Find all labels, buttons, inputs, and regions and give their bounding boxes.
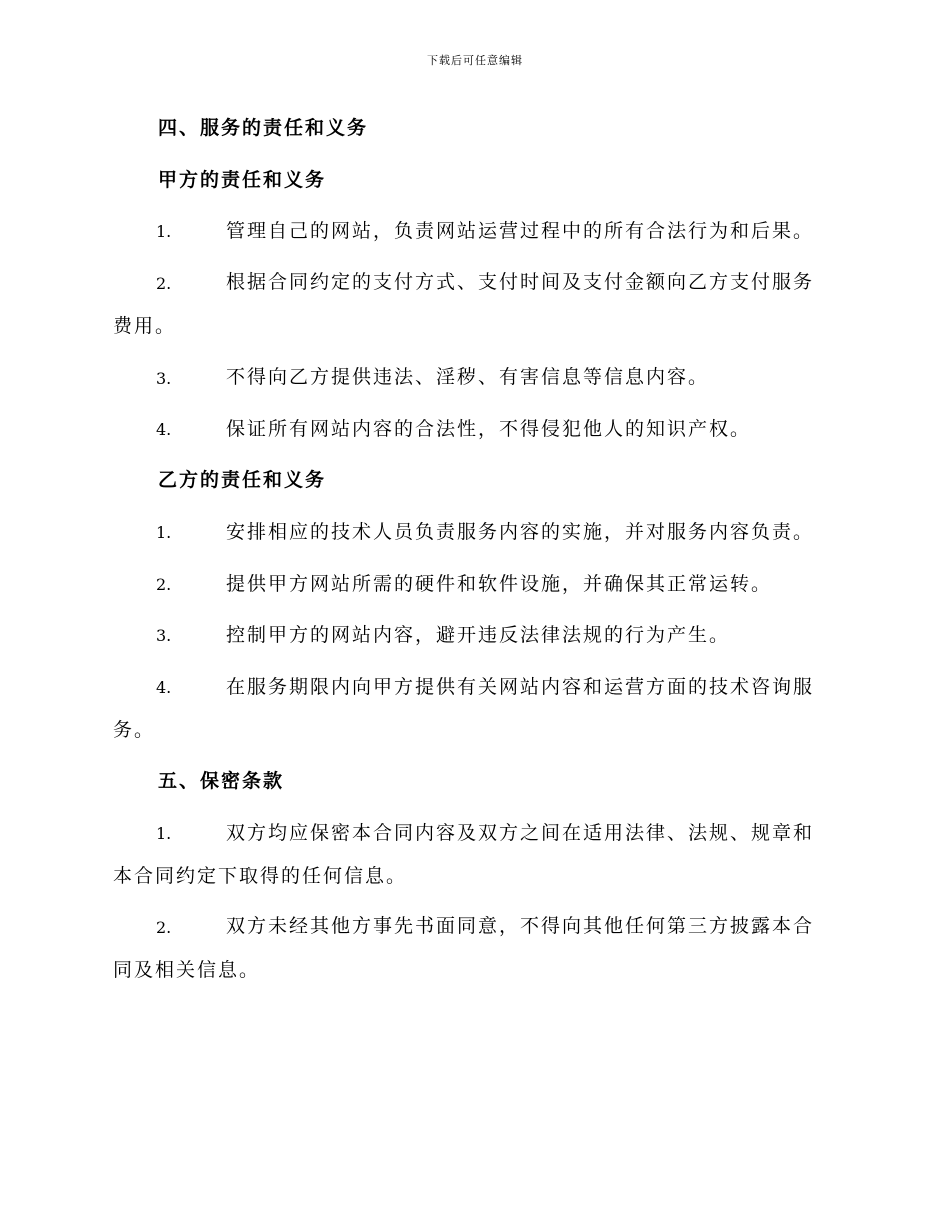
section-5-item-2-continuation: 同及相关信息。	[113, 959, 261, 981]
party-a-item-2-continuation: 费用。	[113, 315, 177, 337]
section-5-item-1-number: 1.	[156, 824, 172, 843]
section-5-title: 五、保密条款	[158, 770, 285, 792]
party-a-item-3-number: 3.	[156, 369, 172, 388]
section-5-item-2-text: 双方未经其他方事先书面同意，不得向其他任何第三方披露本合	[226, 915, 815, 937]
party-b-item-1-number: 1.	[156, 523, 172, 542]
page-header: 下载后可任意编辑	[427, 54, 523, 67]
party-a-item-1-number: 1.	[156, 222, 172, 241]
party-b-item-3-number: 3.	[156, 626, 172, 645]
party-b-item-4-continuation: 务。	[113, 719, 156, 741]
party-b-item-4-text: 在服务期限内向甲方提供有关网站内容和运营方面的技术咨询服	[226, 676, 815, 698]
party-b-title: 乙方的责任和义务	[158, 469, 327, 491]
party-a-title: 甲方的责任和义务	[158, 169, 327, 191]
party-b-item-4-number: 4.	[156, 678, 172, 697]
party-b-item-2-text: 提供甲方网站所需的硬件和软件设施，并确保其正常运转。	[226, 573, 773, 595]
section-5-item-1-text: 双方均应保密本合同内容及双方之间在适用法律、法规、规章和	[226, 822, 815, 844]
party-b-item-3-text: 控制甲方的网站内容，避开违反法律法规的行为产生。	[226, 624, 731, 646]
party-a-item-2-number: 2.	[156, 274, 172, 293]
party-b-item-2-number: 2.	[156, 575, 172, 594]
party-a-item-4-number: 4.	[156, 420, 172, 439]
section-5-item-1-continuation: 本合同约定下取得的任何信息。	[113, 865, 408, 887]
party-b-item-1-text: 安排相应的技术人员负责服务内容的实施，并对服务内容负责。	[226, 521, 815, 543]
section-4-title: 四、服务的责任和义务	[158, 117, 369, 139]
party-a-item-2-text: 根据合同约定的支付方式、支付时间及支付金额向乙方支付服务	[226, 271, 815, 293]
party-a-item-1-text: 管理自己的网站，负责网站运营过程中的所有合法行为和后果。	[226, 220, 815, 242]
party-a-item-3-text: 不得向乙方提供违法、淫秽、有害信息等信息内容。	[226, 366, 710, 388]
party-a-item-4-text: 保证所有网站内容的合法性，不得侵犯他人的知识产权。	[226, 418, 752, 440]
section-5-item-2-number: 2.	[156, 918, 172, 937]
